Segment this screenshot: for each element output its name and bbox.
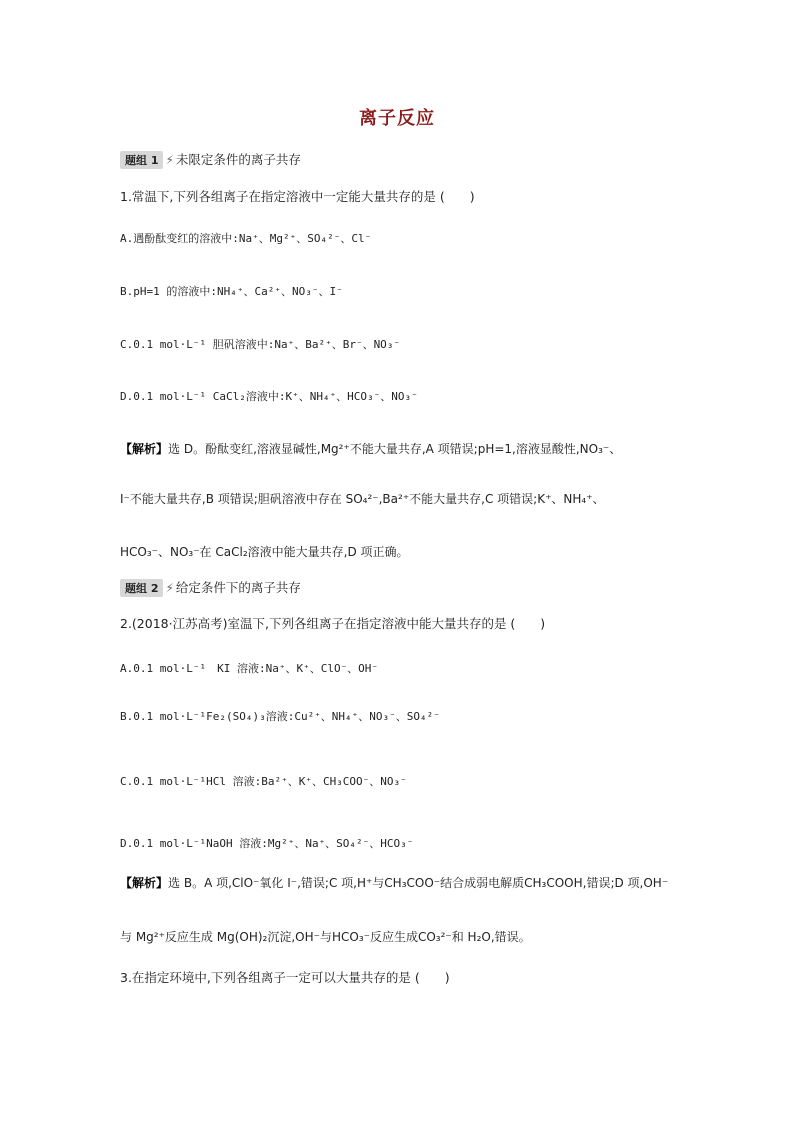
question-2-option-b: B.0.1 mol·L⁻¹Fe₂(SO₄)₃溶液:Cu²⁺、NH₄⁺、NO₃⁻、SO₄²⁻ [120,710,440,723]
group-title: 未限定条件的离子共存 [175,152,301,167]
question-1-option-d: D.0.1 mol·L⁻¹ CaCl₂溶液中:K⁺、NH₄⁺、HCO₃⁻、NO₃⁻ [120,390,418,403]
question-1-option-a: A.遇酚酞变红的溶液中:Na⁺、Mg²⁺、SO₄²⁻、Cl⁻ [120,232,372,245]
analysis-text: 选 D。酚酞变红,溶液显碱性,Mg²⁺不能大量共存,A 项错误;pH=1,溶液显酸性,NO₃⁻、 [168,442,622,456]
question-2-option-d: D.0.1 mol·L⁻¹NaOH 溶液:Mg²⁺、Na⁺、SO₄²⁻、HCO₃⁻ [120,837,414,850]
lightning-icon: ⚡ [165,581,174,595]
analysis-text: 选 B。A 项,ClO⁻氧化 I⁻,错误;C 项,H⁺与CH₃COO⁻结合成弱电解质CH₃COOH,错误;D 项,OH⁻ [168,876,669,890]
question-2-option-a: A.0.1 mol·L⁻¹ KI 溶液:Na⁺、K⁺、ClO⁻、OH⁻ [120,662,379,675]
question-3-stem: 3.在指定环境中,下列各组离子一定可以大量共存的是 ( ) [120,970,450,985]
question-2-analysis-line-2: 与 Mg²⁺反应生成 Mg(OH)₂沉淀,OH⁻与HCO₃⁻反应生成CO₃²⁻和 H₂O,错误。 [120,930,531,944]
group-title: 给定条件下的离子共存 [175,580,301,595]
group-1-header [120,150,301,169]
group-tag: 题组 1 [120,151,163,169]
question-1-analysis-line-2: I⁻不能大量共存,B 项错误;胆矾溶液中存在 SO₄²⁻,Ba²⁺不能大量共存,C 项错误;K⁺、NH₄⁺、 [120,492,605,506]
question-2-option-c: C.0.1 mol·L⁻¹HCl 溶液:Ba²⁺、K⁺、CH₃COO⁻、NO₃⁻ [120,775,407,788]
analysis-label: 【解析】 [120,442,169,456]
question-1-option-c: C.0.1 mol·L⁻¹ 胆矾溶液中:Na⁺、Ba²⁺、Br⁻、NO₃⁻ [120,338,401,351]
lightning-icon: ⚡ [165,153,174,167]
question-1-analysis-line-3: HCO₃⁻、NO₃⁻在 CaCl₂溶液中能大量共存,D 项正确。 [120,545,409,559]
analysis-label: 【解析】 [120,876,169,890]
question-1-stem: 1.常温下,下列各组离子在指定溶液中一定能大量共存的是 ( ) [120,189,475,204]
question-1-option-b: B.pH=1 的溶液中:NH₄⁺、Ca²⁺、NO₃⁻、I⁻ [120,285,343,298]
group-2-header [120,578,301,597]
page-title: 离子反应 [359,108,435,129]
group-tag: 题组 2 [120,579,163,597]
question-1-analysis-line-1 [120,440,621,457]
question-2-analysis-line-1 [120,874,668,891]
question-2-stem: 2.(2018·江苏高考)室温下,下列各组离子在指定溶液中能大量共存的是 ( ) [120,616,546,631]
